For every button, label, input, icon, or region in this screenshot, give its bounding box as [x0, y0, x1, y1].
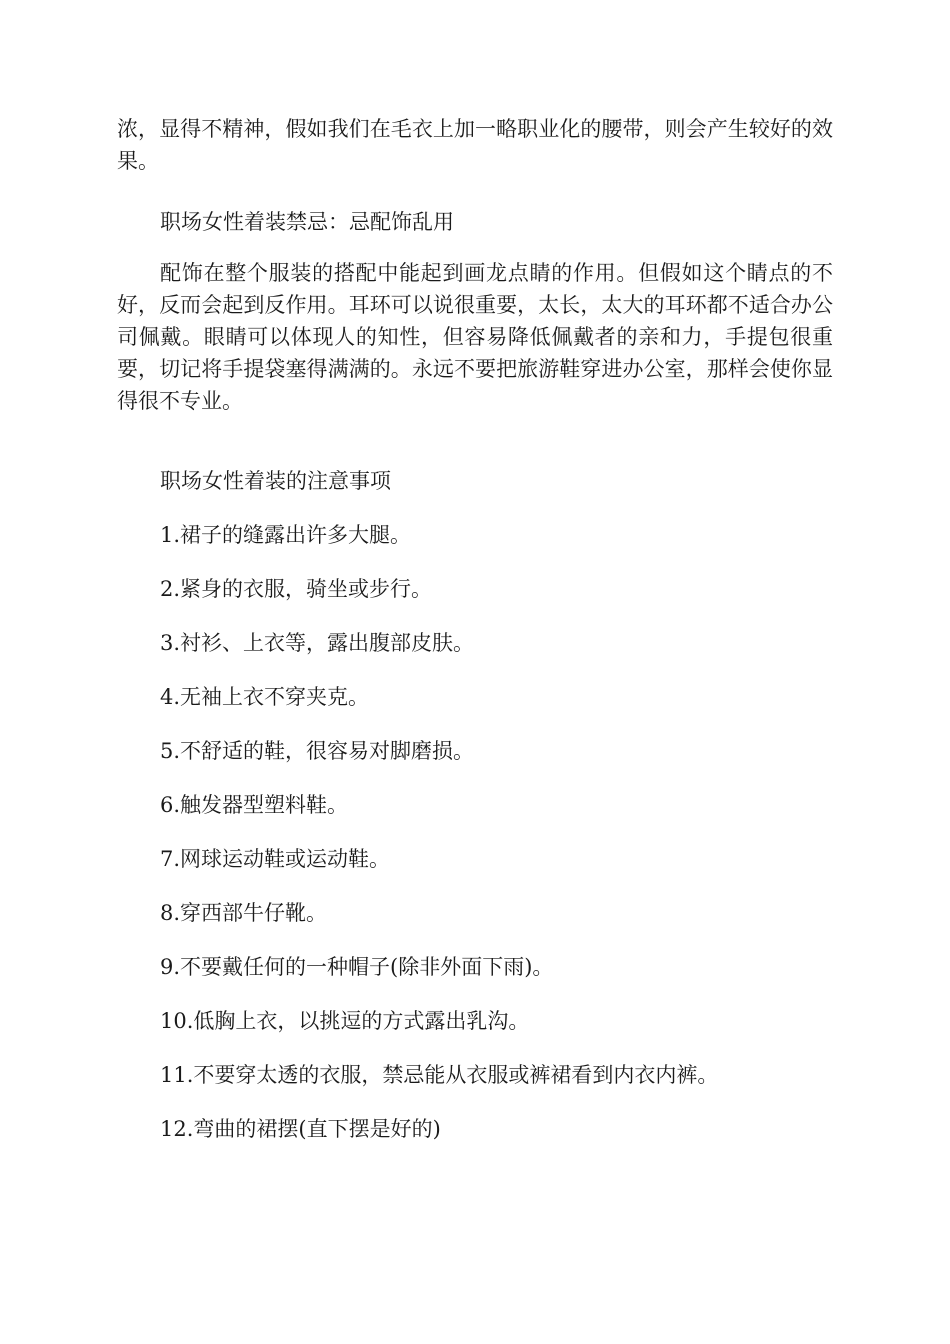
list-item: 7.网球运动鞋或运动鞋。: [160, 847, 391, 871]
list-item: 6.触发器型塑料鞋。: [160, 793, 349, 817]
intro-paragraph: 浓，显得不精神，假如我们在毛衣上加一略职业化的腰带，则会产生较好的效果。: [117, 117, 833, 173]
section-heading-accessories: 职场女性着装禁忌：忌配饰乱用: [160, 210, 454, 234]
list-item: 5.不舒适的鞋，很容易对脚磨损。: [160, 739, 475, 763]
list-item: 9.不要戴任何的一种帽子(除非外面下雨)。: [160, 955, 554, 979]
list-item: 11.不要穿太透的衣服，禁忌能从衣服或裤裙看到内衣内裤。: [160, 1063, 719, 1087]
list-item: 8.穿西部牛仔靴。: [160, 901, 328, 925]
list-item: 3.衬衫、上衣等，露出腹部皮肤。: [160, 631, 475, 655]
list-item: 1.裙子的缝露出许多大腿。: [160, 523, 412, 547]
section-heading-notes: 职场女性着装的注意事项: [160, 469, 391, 493]
list-item: 2.紧身的衣服，骑坐或步行。: [160, 577, 433, 601]
list-item: 12.弯曲的裙摆(直下摆是好的): [160, 1117, 441, 1141]
list-item: 10.低胸上衣，以挑逗的方式露出乳沟。: [160, 1009, 530, 1033]
accessories-paragraph: 配饰在整个服装的搭配中能起到画龙点睛的作用。但假如这个睛点的不好，反而会起到反作用。耳环可以说很重要，太长，太大的耳环都不适合办公司佩戴。眼睛可以体现人的知性，但容易降低佩戴者的亲和力，手提包很重要，切记将手提袋塞得满满的。永远不要把旅游鞋穿进办公室，那样会使你显得很不专业。: [117, 261, 833, 413]
list-item: 4.无袖上衣不穿夹克。: [160, 685, 370, 709]
